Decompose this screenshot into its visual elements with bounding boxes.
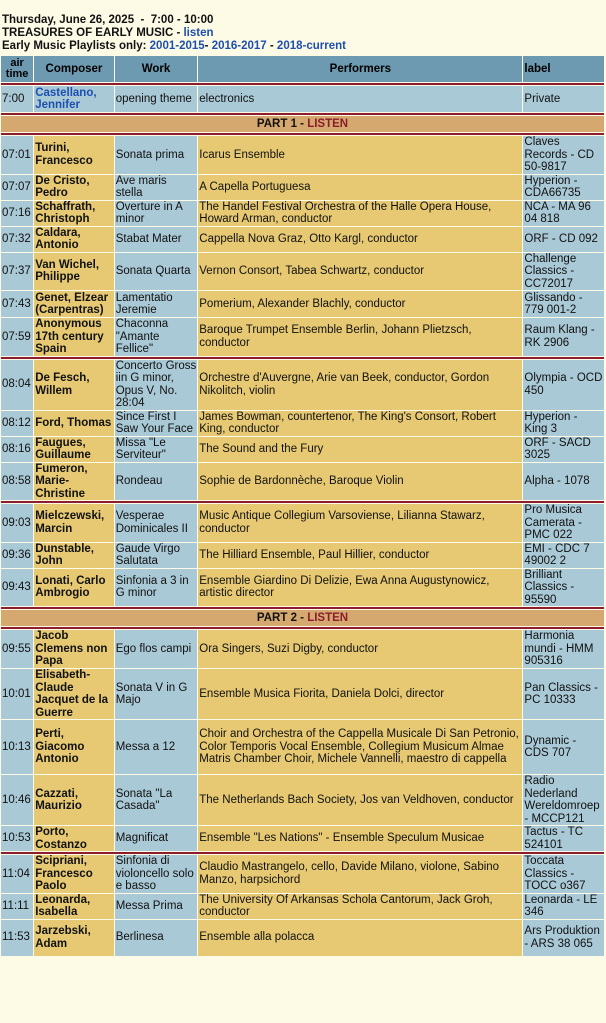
performers-cell: Music Antique Collegium Varsoviense, Lilianna Stawarz, conductor (198, 504, 522, 542)
air-time-cell: 09:03 (1, 504, 33, 542)
playlist-links: Early Music Playlists only: 2001-2015- 2016-2017 - 2018-current (2, 40, 346, 52)
part-listen-link[interactable]: LISTEN (307, 611, 349, 624)
performers-cell: Sophie de Bardonnèche, Baroque Violin (198, 463, 522, 501)
table-row (1, 318, 604, 356)
work-cell: Vesperae Dominicales II (115, 504, 198, 542)
performers-cell: Vernon Consort, Tabea Schwartz, conductor (198, 253, 522, 291)
work-cell: Rondeau (115, 463, 198, 501)
air-time-cell: 7:00 (1, 86, 33, 112)
performers-cell: Baroque Trumpet Ensemble Berlin, Johann Plietzsch, conductor (198, 318, 522, 356)
label-cell: Toccata Classics - TOCC o367 (523, 855, 604, 893)
performers-cell: Orchestre d'Auvergne, Arie van Beek, conductor, Gordon Nikolitch, violin (198, 360, 522, 410)
work-cell: Ego flos campi (115, 630, 198, 668)
table-row (1, 920, 604, 956)
performers-cell: Cappella Nova Graz, Otto Kargl, conductor (198, 227, 522, 252)
part-heading: PART 2 - LISTEN (1, 610, 604, 626)
table-row (1, 253, 604, 291)
listen-link[interactable]: listen (183, 27, 214, 39)
link-2018-current[interactable]: 2018-current (276, 40, 346, 52)
performers-cell: Ora Singers, Suzi Digby, conductor (198, 630, 522, 668)
col-composer: Composer (34, 56, 114, 82)
performers-cell: Claudio Mastrangelo, cello, Davide Milano, violone, Sabino Manzo, harpsichord (198, 855, 522, 893)
label-cell: Leonarda - LE 346 (523, 894, 604, 919)
air-time-cell: 09:43 (1, 569, 33, 607)
air-time-cell: 07:32 (1, 227, 33, 252)
label-cell: Hyperion - CDA66735 (523, 175, 604, 200)
composer-cell: De Fesch, Willem (34, 360, 114, 410)
composer-cell: De Cristo, Pedro (34, 175, 114, 200)
part-heading: PART 1 - LISTEN (1, 116, 604, 132)
air-time-cell: 10:13 (1, 720, 33, 774)
link-2001-2015[interactable]: 2001-2015 (149, 40, 205, 52)
label-cell: EMI - CDC 7 49002 2 (523, 543, 604, 568)
work-cell: Magnificat (115, 826, 198, 851)
work-cell: Sonata Quarta (115, 253, 198, 291)
table-row (1, 720, 604, 774)
part-row (1, 116, 604, 132)
composer-cell: Ford, Thomas (34, 411, 114, 436)
air-time-cell: 07:07 (1, 175, 33, 200)
table-row (1, 569, 604, 607)
composer-cell: Leonarda, Isabella (34, 894, 114, 919)
col-work: Work (115, 56, 198, 82)
table-row (1, 894, 604, 919)
label-cell: Ars Produktion - ARS 38 065 (523, 920, 604, 956)
work-cell: Sonata V in G Majo (115, 669, 198, 719)
work-cell: Concerto Gross iin G minor, Opus V, No. 28:04 (115, 359, 197, 409)
separator-row (1, 501, 604, 503)
work-cell: Sonata prima (115, 136, 198, 174)
work-cell: Sonata "La Casada" (115, 775, 198, 825)
table-row (1, 437, 604, 462)
composer-cell: Fumeron, Marie-Christine (34, 463, 114, 501)
table-row (1, 826, 604, 851)
performers-cell: The Netherlands Bach Society, Jos van Veldhoven, conductor (198, 775, 522, 825)
playlist-table (0, 55, 605, 957)
label-cell: NCA - MA 96 04 818 (523, 201, 604, 226)
table-row (1, 227, 604, 252)
separator-row (1, 133, 604, 135)
work-cell: Chaconna "Amante Fellice" (115, 318, 198, 356)
playlist-header (0, 0, 606, 55)
label-cell: Claves Records - CD 50-9817 (523, 136, 604, 174)
work-cell: Sinfonia di violoncello solo e basso (115, 855, 198, 893)
table-row (1, 543, 604, 568)
air-time-cell: 08:58 (1, 463, 33, 501)
label-cell: Raum Klang - RK 2906 (523, 318, 604, 356)
table-row (1, 504, 604, 542)
separator-row (1, 607, 604, 609)
work-cell: opening theme (115, 86, 198, 112)
work-cell: Lamentatio Jeremie (115, 291, 198, 317)
composer-cell: Jacob Clemens non Papa (34, 630, 114, 668)
air-time-cell: 09:55 (1, 630, 33, 668)
col-label: label (523, 56, 604, 82)
performers-cell: Ensemble Musica Fiorita, Daniela Dolci, director (198, 669, 522, 719)
label-cell: Brilliant Classics - 95590 (523, 569, 604, 607)
composer-cell: Porto, Costanzo (34, 826, 114, 851)
playlist-body (1, 83, 604, 956)
air-time-cell: 10:01 (1, 669, 33, 719)
performers-cell: Pomerium, Alexander Blachly, conductor (198, 291, 522, 317)
performers-cell: Ensemble alla polacca (198, 920, 522, 956)
table-row (1, 669, 604, 719)
part-listen-link[interactable]: LISTEN (307, 117, 349, 130)
air-time-cell: 11:53 (1, 920, 33, 956)
label-cell: Harmonia mundi - HMM 905316 (523, 630, 604, 668)
separator-row (1, 627, 604, 629)
table-row (1, 291, 604, 317)
work-cell: Ave maris stella (115, 175, 198, 200)
air-time-cell: 11:11 (1, 894, 33, 919)
table-row (1, 411, 604, 436)
label-cell: ORF - SACD 3025 (523, 437, 604, 462)
work-cell: Since First I Saw Your Face (115, 411, 198, 436)
work-cell: Overture in A minor (115, 201, 198, 226)
composer-cell: Elisabeth-Claude Jacquet de la Guerre (34, 669, 114, 719)
performers-cell: The University Of Arkansas Schola Cantorum, Jack Groh, conductor (198, 894, 522, 919)
composer-cell: Caldara, Antonio (34, 227, 114, 252)
table-row (1, 855, 604, 893)
composer-cell: Genet, Elzear (Carpentras) (34, 291, 114, 317)
table-row (1, 463, 604, 501)
broadcast-date: Thursday, June 26, 2025 - 7:00 - 10:00 (2, 14, 214, 26)
table-row (1, 201, 604, 226)
air-time-cell: 11:04 (1, 855, 33, 893)
composer-cell: Van Wichel, Philippe (34, 253, 114, 291)
performers-cell: The Sound and the Fury (198, 437, 522, 462)
table-row (1, 775, 604, 825)
label-cell: Dynamic - CDS 707 (523, 720, 604, 774)
label-cell: Pan Classics - PC 10333 (523, 669, 604, 719)
performers-cell: Ensemble Giardino Di Delizie, Ewa Anna Augustynowicz, artistic director (198, 569, 522, 607)
composer-cell: Dunstable, John (34, 543, 114, 568)
composer-cell: Turini, Francesco (34, 136, 114, 174)
part-row (1, 610, 604, 626)
table-row (1, 175, 604, 200)
label-cell: Glissando - 779 001-2 (523, 291, 604, 317)
performers-cell: Choir and Orchestra of the Cappella Musicale Di San Petronio, Color Temporis Vocal Ensemble, Collegium Musicum Almae Matris Chamber Choir, Michele Vannelli, maestro di cappella (198, 720, 522, 774)
performers-cell: The Hilliard Ensemble, Paul Hillier, conductor (198, 543, 522, 568)
composer-cell: Castellano, Jennifer (34, 86, 114, 112)
work-cell: Berlinesa (115, 920, 198, 956)
program-title: TREASURES OF EARLY MUSIC - listen (2, 27, 214, 39)
table-row (1, 630, 604, 668)
composer-cell: Schaffrath, Christoph (34, 201, 114, 226)
work-cell: Stabat Mater (115, 227, 198, 252)
composer-cell: Perti, Giacomo Antonio (34, 720, 114, 774)
air-time-cell: 08:16 (1, 437, 33, 462)
separator-row (1, 83, 604, 85)
label-cell: Tactus - TC 524101 (523, 826, 604, 851)
composer-cell: Cazzati, Maurizio (34, 775, 114, 825)
work-cell: Messa a 12 (115, 720, 198, 774)
separator-row (1, 357, 604, 359)
air-time-cell: 07:37 (1, 253, 33, 291)
air-time-cell: 08:12 (1, 411, 33, 436)
label-cell: Olympia - OCD 450 (523, 360, 604, 410)
label-cell: ORF - CD 092 (523, 227, 604, 252)
air-time-cell: 07:43 (1, 291, 33, 317)
composer-cell: Lonati, Carlo Ambrogio (34, 569, 114, 607)
table-row (1, 360, 604, 410)
work-cell: Messa Prima (115, 894, 198, 919)
air-time-cell: 07:16 (1, 201, 33, 226)
work-cell: Gaude Virgo Salutata (115, 543, 198, 568)
label-cell: Hyperion - King 3 (523, 411, 604, 436)
performers-cell: James Bowman, countertenor, The King's Consort, Robert King, conductor (198, 411, 522, 436)
table-header-row (1, 56, 604, 82)
air-time-cell: 07:01 (1, 136, 33, 174)
performers-cell: Icarus Ensemble (198, 136, 522, 174)
composer-cell: Anonymous 17th century Spain (34, 318, 114, 356)
composer-cell: Scipriani, Francesco Paolo (34, 855, 114, 893)
label-cell: Alpha - 1078 (523, 463, 604, 501)
work-cell: Missa "Le Serviteur" (115, 437, 198, 462)
label-cell: Radio Nederland Wereldomroep - MCCP121 (523, 775, 604, 825)
label-cell: Pro Musica Camerata - PMC 022 (523, 504, 604, 542)
air-time-cell: 08:04 (1, 360, 33, 410)
label-cell: Challenge Classics - CC72017 (523, 253, 604, 291)
table-row (1, 136, 604, 174)
col-performers: Performers (198, 56, 522, 82)
performers-cell: A Capella Portuguesa (198, 175, 522, 200)
separator-row (1, 113, 604, 115)
col-air-time: air time (1, 56, 33, 82)
composer-cell: Faugues, Guillaume (34, 437, 114, 462)
link-2016-2017[interactable]: 2016-2017 (211, 40, 267, 52)
air-time-cell: 10:46 (1, 775, 33, 825)
air-time-cell: 07:59 (1, 318, 33, 356)
theme-row (1, 86, 604, 112)
performers-cell: electronics (198, 86, 522, 112)
air-time-cell: 09:36 (1, 543, 33, 568)
composer-cell: Jarzebski, Adam (34, 920, 114, 956)
performers-cell: Ensemble "Les Nations" - Ensemble Speculum Musicae (198, 826, 522, 851)
performers-cell: The Handel Festival Orchestra of the Halle Opera House, Howard Arman, conductor (198, 201, 522, 226)
work-cell: Sinfonia a 3 in G minor (115, 569, 198, 607)
label-cell: Private (523, 86, 604, 112)
separator-row (1, 852, 604, 854)
composer-cell: Mielczewski, Marcin (34, 504, 114, 542)
air-time-cell: 10:53 (1, 826, 33, 851)
